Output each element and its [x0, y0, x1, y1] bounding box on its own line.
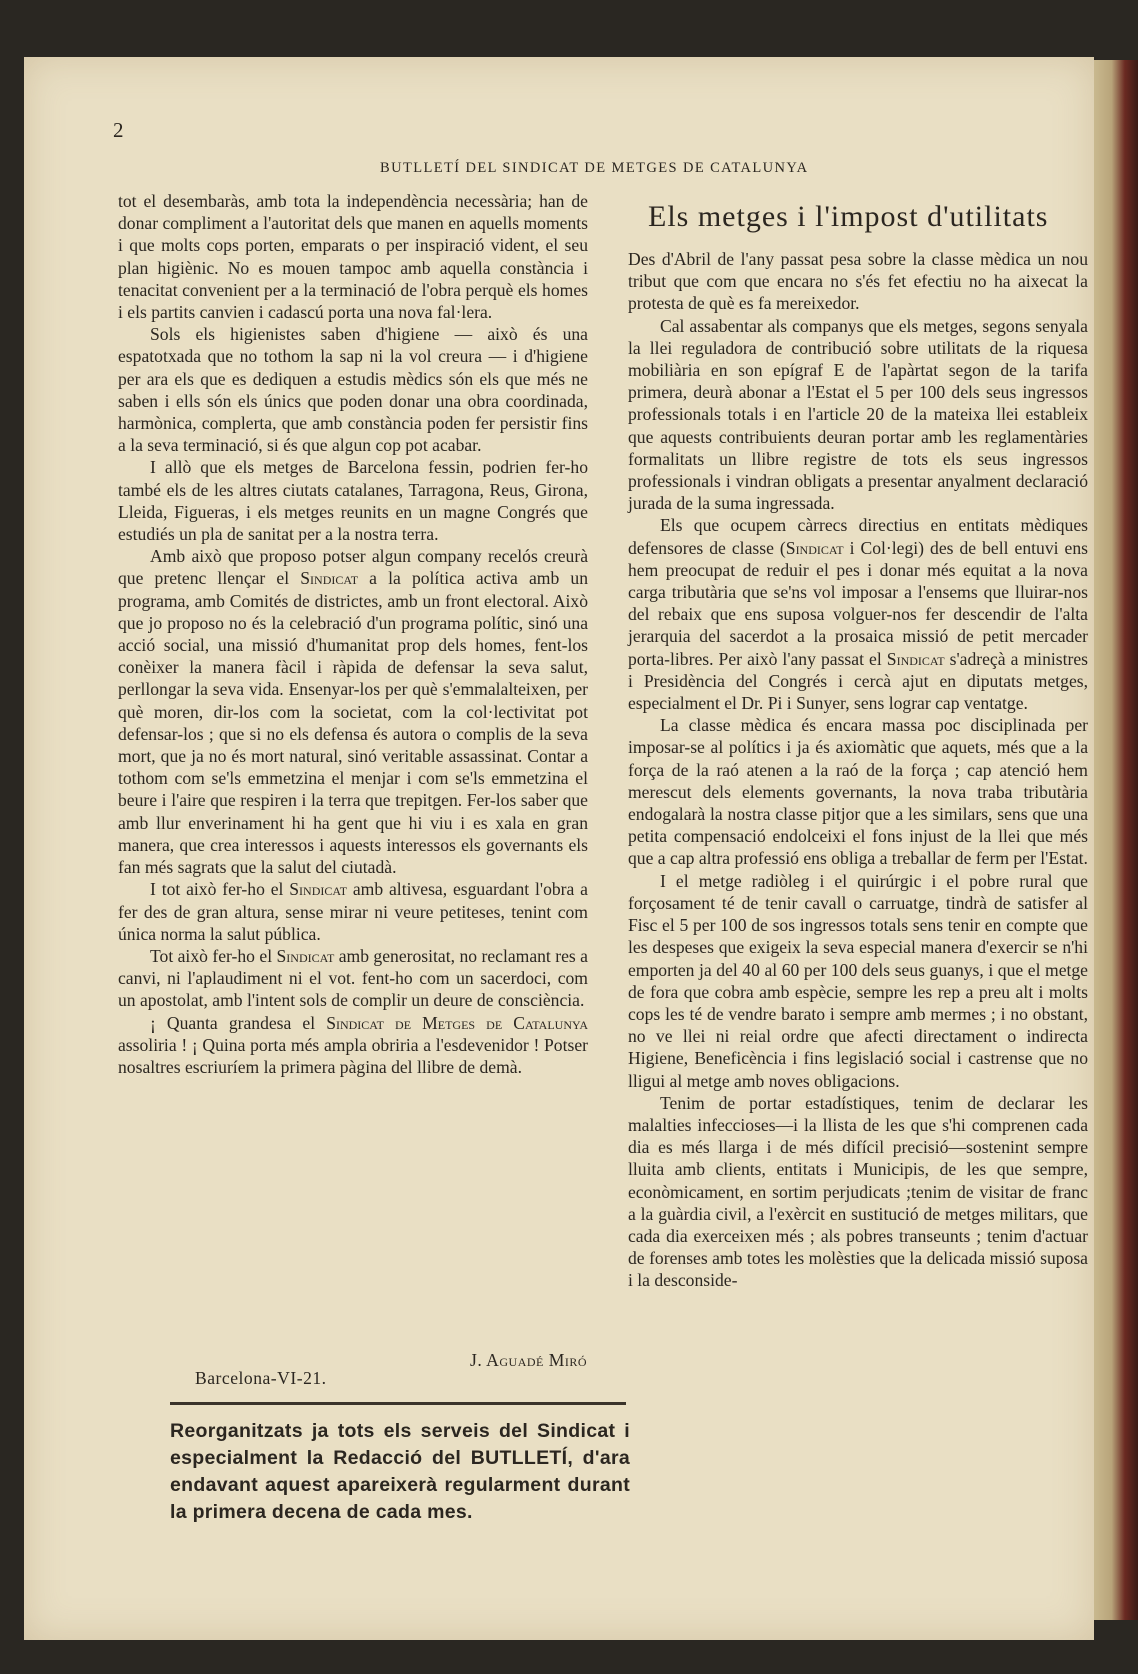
paragraph: I allò que els metges de Barcelona fessin, podrien fer-ho també els de les altres ciutats catalanes, Tarragona, Reus, Girona, Lleida, Figueras, i els metges reunits en un magne Congrés que estudiés un pla de sanitat per a la nostra terra.: [118, 457, 588, 545]
article-title: Els metges i l'impost d'utilitats: [648, 200, 1049, 233]
paragraph: I tot això fer-ho el Sindicat amb altivesa, esguardant l'obra a fer des de gran altura, sense mirar ni veure petiteses, tenint com única norma la salut pública.: [118, 879, 588, 944]
place-date: Barcelona-VI-21.: [195, 1368, 327, 1388]
paragraph: Amb això que proposo potser algun company recelós creurà que pretenc llençar el Sindicat a la política activa amb un programa, amb Comités de districtes, amb un front electoral. Això que jo proposo no és la celebració d'un programa polític, sinó una acció social, una missió d'humanitat prop dels homes, fent-los conèixer la manera fàcil i ràpida de defensar la seva salut, perllongar la seva vida. Ensenyar-los per què s'emmalalteixen, per què moren, dir-los com la societat, com la col·lectivitat pot defensar-los ; que si no els defensa és autora o complis de la seva mort, que ja no és mort natural, sinó veritable assassinat. Contar a tothom com se'ls emmetzina el menjar i com se'ls emmetzina el beure i l'aire que respiren i la terra que trepitgen. Fer-los saber que amb llur enverinament hi ha gent que hi viu i es xala en gran manera, que crea interessos i aquests interessos els governants els fan més sagrats que la salut del ciutadà.: [118, 546, 588, 878]
paragraph: Sols els higienistes saben d'higiene — això és una espatotxada que no tothom la sap ni la vol creura — i d'higiene per ara els que es dediquen a estudis mèdics són els que més ne saben i ells són els únics que poden donar una obra coordinada, harmònica, complerta, que amb constància poden fer persistir fins a la seva terminació, si és que algun cop pot acabar.: [118, 324, 588, 456]
paragraph: Tot això fer-ho el Sindicat amb generositat, no reclamant res a canvi, ni l'aplaudiment ni el vot. fent-ho com un sacerdoci, com un apostolat, amb l'intent sols de complir un deure de consciència.: [118, 945, 588, 1011]
running-head: BUTLLETÍ DEL SINDICAT DE METGES DE CATALUNYA: [380, 160, 809, 176]
paragraph: ¡ Quanta grandesa el Sindicat de Metges de Catalunya assoliria ! ¡ Quina porta més ampla obriria a l'esdevenidor ! Potser nosaltres escriuríem la primera pàgina del llibre de demà.: [118, 1012, 588, 1077]
paragraph: Tenim de portar estadístiques, tenim de declarar les malalties infeccioses—i la llista de les que s'hi comprenen cada dia es més llarga i de més difícil precisió—sostenint sempre lluita amb clients, entitats i Municipis, de les que sempre, econòmicament, en sortim perjudicats ;tenim de visitar de franc a la guàrdia civil, a l'exèrcit en sustitució de metges militars, que cada dia exerceixen més ; als pobres transeunts ; tenim d'actuar de forenses amb totes les molèsties que la delicada missió suposa i la desconside-: [628, 1092, 1088, 1291]
divider-rule: [170, 1402, 626, 1405]
paragraph: Cal assabentar als companys que els metges, segons senyala la llei reguladora de contribució sobre utilitats de la riquesa mobiliària en son epígraf E de l'apàrtat segon de la tarifa primera, deurà abonar a l'Estat el 5 per 100 dels seus ingressos professionals totals i en l'article 20 de la mateixa llei estableix que aquests contribuients deuran portar amb les reglamentàries formalitats un llibre registre de tots els seus ingressos professionals i vindran obligats a presentar anyalment declaració jurada de la suma ingressada.: [628, 315, 1088, 514]
page-edge-shadow: [1094, 60, 1138, 1620]
page-number: 2: [113, 118, 124, 142]
right-column: [628, 248, 1088, 1292]
editorial-notice: Reorganitzats ja tots els serveis del Sindicat i especialment la Redacció del BUTLLETÍ, d'ara endavant aquest apareixerà regularment durant la primera decena de cada mes.: [170, 1420, 630, 1523]
paragraph: Des d'Abril de l'any passat pesa sobre la classe mèdica un nou tribut que com que encara no s'és fet efectiu no ha aixecat la protesta de què es fa mereixedor.: [628, 249, 1088, 314]
paragraph: Els que ocupem càrrecs directius en entitats mèdiques defensores de classe (Sindicat i Col·legi) des de bell entuvi ens hem preocupat de reduir el pes i donar més equitat a la nova carga tributària que se'ns vol imposar a l'ensems que lluirar-nos del rebaix que ens suposa volguer-nos fer descendir de l'alta jerarquia del sacerdot a la prosaica missió de petit mercader porta-libres. Per això l'any passat el Sindicat s'adreçà a ministres i Presidència del Congrés i cercà ajut en diputats metges, especialment el Dr. Pi i Sunyer, sens lograr cap ventatge.: [628, 515, 1088, 714]
paragraph: La classe mèdica és encara massa poc disciplinada per imposar-se al polítics i ja és axiomàtic que aquets, més que a la força de la raó atenen a la raó de la força ; cap atenció hem merescut dels elements governants, la nova traba tributària endogalarà la nostra classe pitjor que a les similars, sens que una petita compensació endolceixi el fons injust de la llei que més que a cap altra professió ens obliga a treballar de ferm per l'Estat.: [628, 715, 1088, 869]
paragraph: tot el desembaràs, amb tota la independència necessària; han de donar compliment a l'autoritat dels que manen en aquells moments i que molts cops porten, emparats o per inspiració vident, el seu plan higiènic. No es mouen tampoc amb aquella constància i tenacitat convenient per a la terminació de l'obra perquè els homes i els partits canvien i cadascú porta una nova fal·lera.: [118, 191, 588, 323]
author-signature: J. Aguadé Miró: [470, 1350, 588, 1370]
paragraph: I el metge radiòleg i el quirúrgic i el pobre rural que forçosament té de tenir cavall o carruatge, tindrà de satisfer al Fisc el 5 per 100 de sos ingressos totals sens tenir en compte que les despeses que exigeix la seva especial manera d'exercir se n'hi emporten ja del 40 al 60 per 100 dels seus guanys, i que el metge de fora que cobra amb espècie, sempre les rep a preu alt i molts cops les té de vendre barato i sempre amb mermes ; i no obstant, no ve llei ni reial ordre que afecti directament o indirecta Higiene, Beneficència i fins legislació social i castrense que no lligui al metge amb noves obligacions.: [628, 870, 1088, 1091]
left-column: [118, 190, 588, 1078]
